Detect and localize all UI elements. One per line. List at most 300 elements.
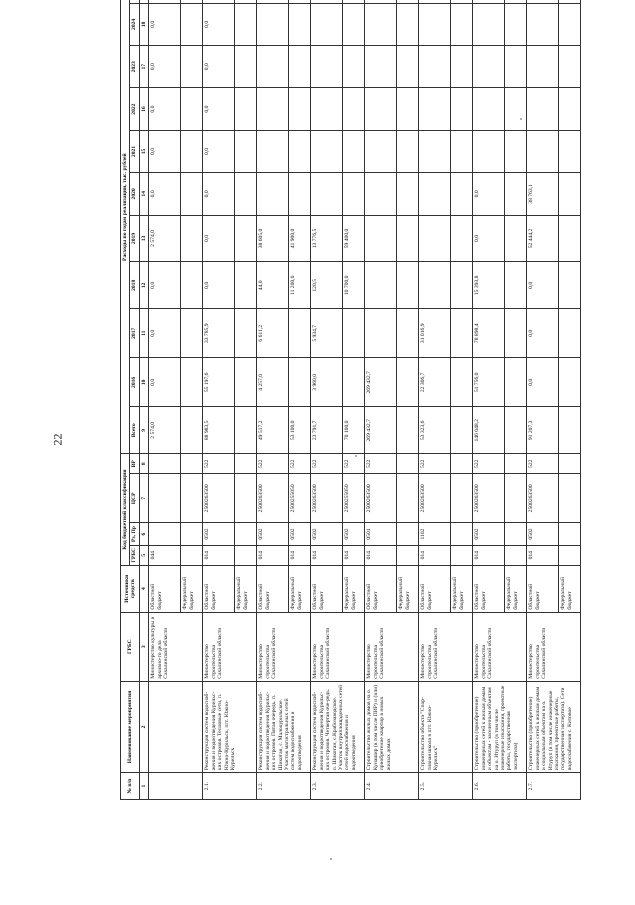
csr-code: 2500263500: [365, 474, 397, 523]
year-value: [505, 262, 527, 309]
vr-code: 522: [527, 454, 559, 474]
total-value: 269 432,7: [365, 407, 397, 454]
table-row: [419, 0, 451, 800]
vr-code: 522: [289, 454, 311, 474]
event-name: Реконструкция систем водоснаб-жения и водоотведения Курильс-ких островов. Пятая очередь. п. Шикотан, с. Малокурильское. Участок магистральных сетей систем водоснабжения и водоотведения: [257, 681, 311, 772]
header-vr: ВР: [130, 454, 139, 474]
year-value: 0,0: [203, 173, 235, 215]
year-value: [181, 173, 203, 215]
total-value: 49 517,2: [257, 407, 289, 454]
year-value: 120,5: [311, 262, 343, 309]
year-value: [527, 130, 559, 172]
table-row: [473, 0, 505, 800]
year-value: [451, 309, 473, 358]
scan-speck: [355, 455, 357, 457]
grbs-code: 014: [311, 545, 343, 565]
event-name: Реконструкция систем водоснаб-жения и водоотведения Курильс-ких островов. Тепловые сети, п. Южно-Курильск, пгт. Южно-Курильск: [203, 681, 257, 772]
year-value: [181, 46, 203, 88]
year-value: [473, 3, 505, 45]
row-number: 2.1.: [203, 773, 257, 800]
year-value: 55 197,6: [203, 358, 235, 407]
column-number: 12: [139, 262, 148, 309]
year-value: [181, 3, 203, 45]
year-value: [289, 0, 311, 3]
year-value: 5 934,7: [311, 309, 343, 358]
total-value: 2 574,0: [149, 407, 181, 454]
year-value: 0,0: [149, 88, 181, 130]
grbs-code: [397, 545, 419, 565]
year-value: [257, 88, 289, 130]
csr-code: 2500255050: [343, 474, 365, 523]
year-value: [235, 88, 257, 130]
year-value: [527, 46, 559, 88]
total-value: 23 791,7: [311, 407, 343, 454]
year-value: [397, 262, 419, 309]
year-value: [365, 130, 397, 172]
funding-source: Областной бюджет: [203, 565, 235, 612]
rzpr-code: [181, 523, 203, 545]
year-value: [473, 88, 505, 130]
year-value: [289, 3, 311, 45]
event-name: Реконструкция систем водоснаб-жения и водоотведения Курильс-ких островов. Четвертая оче-редь. п. Шикотан, с.Крабозаводское. Участок внутриплощадочных сетей сетей водоснабжения и водоотведения: [311, 681, 365, 772]
csr-code: 2500255050: [289, 474, 311, 523]
year-value: 0,0: [203, 262, 235, 309]
column-number: 14: [139, 173, 148, 215]
year-value: [289, 309, 311, 358]
rotated-page: [120, 0, 595, 800]
year-value: [235, 46, 257, 88]
year-value: 0,0: [149, 173, 181, 215]
header-csr: ЦСР: [130, 474, 139, 523]
header-year: 2023: [130, 46, 139, 88]
year-value: 78 898,4: [473, 309, 505, 358]
expenses-table: [120, 0, 581, 800]
scan-speck: [520, 118, 522, 120]
year-value: [365, 0, 397, 3]
year-value: [343, 0, 365, 3]
year-value: [505, 130, 527, 172]
year-value: [257, 46, 289, 88]
header-year: 2018: [130, 262, 139, 309]
year-value: [311, 3, 343, 45]
header-year: 2021: [130, 130, 139, 172]
year-value: [257, 130, 289, 172]
rzpr-code: [149, 523, 181, 545]
event-name: [149, 681, 203, 772]
year-value: 0,0: [149, 3, 181, 45]
csr-code: [397, 474, 419, 523]
column-number: 5: [139, 545, 148, 565]
event-name: Строительство объекта "Спор-тивная школа в пгт. Южно-Курильск": [419, 681, 473, 772]
funding-source: Федеральный бюджет: [289, 565, 311, 612]
grbs-name: Министерство строительства Сахалинской области: [257, 612, 311, 681]
grbs-code: 014: [473, 545, 505, 565]
vr-code: 522: [343, 454, 365, 474]
grbs-code: 014: [419, 545, 451, 565]
row-number: 2.5.: [419, 773, 473, 800]
year-value: [235, 173, 257, 215]
year-value: [203, 0, 235, 3]
year-value: [559, 358, 581, 407]
header-budget-class: Код бюджетной классификации: [121, 454, 130, 566]
year-value: 0,0: [149, 358, 181, 407]
funding-source: Областной бюджет: [257, 565, 289, 612]
year-value: [343, 88, 365, 130]
year-value: [397, 46, 419, 88]
year-value: [289, 358, 311, 407]
csr-code: [505, 474, 527, 523]
csr-code: [559, 474, 581, 523]
rzpr-code: 0502: [527, 523, 559, 545]
grbs-name: Министерство культуры и архивно-го дела Сахалинской области: [149, 612, 203, 681]
year-value: [235, 0, 257, 3]
event-name: Строительство (приобретение) инженерных сетей к жилым домам и объектам - заселенным объектам на о. Итуруп (в том числе инженерные изыскания, проектные работы, государственная экспертиза): [473, 681, 527, 772]
scan-speck: [330, 858, 332, 860]
grbs-code: [451, 545, 473, 565]
year-value: [505, 88, 527, 130]
year-value: 0,0: [203, 88, 235, 130]
year-value: [397, 0, 419, 3]
header-grbs-code: ГРБС: [130, 545, 139, 565]
grbs-name: Министерство строительства Сахалинской области: [527, 612, 581, 681]
grbs-name: Министерство строительства Сахалинской области: [473, 612, 527, 681]
year-value: 0,0: [203, 46, 235, 88]
header-year: [130, 0, 139, 3]
year-value: [419, 0, 451, 3]
year-value: [343, 309, 365, 358]
rzpr-code: 1102: [419, 523, 451, 545]
grbs-name: Министерство строительства Сахалинской области: [203, 612, 257, 681]
year-value: [451, 173, 473, 215]
grbs-code: 014: [343, 545, 365, 565]
grbs-code: [181, 545, 203, 565]
year-value: [559, 262, 581, 309]
year-value: 44,0: [257, 262, 289, 309]
vr-code: [397, 454, 419, 474]
funding-source: Областной бюджет: [149, 565, 181, 612]
table-row: [365, 0, 397, 800]
year-value: [397, 309, 419, 358]
header-event: Наименование мероприятия: [121, 681, 140, 772]
year-value: [419, 3, 451, 45]
year-value: [311, 130, 343, 172]
csr-code: 2500263500: [203, 474, 235, 523]
year-value: 0,0: [473, 173, 505, 215]
row-number: 2.3.: [311, 773, 365, 800]
header-year: 2022: [130, 88, 139, 130]
funding-source: Федеральный бюджет: [505, 565, 527, 612]
vr-code: [505, 454, 527, 474]
rzpr-code: 0502: [203, 523, 235, 545]
year-value: 10 700,0: [343, 262, 365, 309]
year-value: [181, 88, 203, 130]
year-value: [343, 46, 365, 88]
vr-code: [559, 454, 581, 474]
year-value: [235, 309, 257, 358]
year-value: [311, 173, 343, 215]
year-value: 0,0: [149, 262, 181, 309]
year-value: [419, 262, 451, 309]
year-value: [451, 358, 473, 407]
vr-code: [181, 454, 203, 474]
rzpr-code: [505, 523, 527, 545]
year-value: [257, 173, 289, 215]
year-value: 22 306,7: [419, 358, 451, 407]
funding-source: Областной бюджет: [365, 565, 397, 612]
vr-code: 522: [311, 454, 343, 474]
funding-source: Федеральный бюджет: [181, 565, 203, 612]
year-value: [289, 130, 311, 172]
funding-source: Федеральный бюджет: [451, 565, 473, 612]
total-value: [451, 407, 473, 454]
year-value: 0,0: [203, 215, 235, 262]
year-value: [235, 3, 257, 45]
column-number: 7: [139, 474, 148, 523]
column-number: 8: [139, 454, 148, 474]
year-value: [365, 309, 397, 358]
year-value: [397, 215, 419, 262]
grbs-code: 044: [149, 545, 181, 565]
column-number: 18: [139, 3, 148, 45]
column-number: 2: [139, 681, 148, 772]
rzpr-code: [451, 523, 473, 545]
year-value: [473, 0, 505, 3]
column-number: [139, 0, 148, 3]
year-value: 31 016,9: [419, 309, 451, 358]
grbs-code: [235, 545, 257, 565]
csr-code: 2500263500: [473, 474, 505, 523]
column-number: 3: [139, 612, 148, 681]
column-number: 4: [139, 565, 148, 612]
column-number: 17: [139, 46, 148, 88]
year-value: 51 756,0: [473, 358, 505, 407]
total-value: [235, 407, 257, 454]
year-value: [505, 309, 527, 358]
grbs-code: 014: [257, 545, 289, 565]
year-value: 0,0: [149, 130, 181, 172]
column-number: 16: [139, 88, 148, 130]
year-value: [289, 173, 311, 215]
total-value: [181, 407, 203, 454]
row-number: [149, 773, 203, 800]
year-value: 15 393,8: [473, 262, 505, 309]
vr-code: [235, 454, 257, 474]
year-value: 0,0: [527, 309, 559, 358]
year-value: [559, 173, 581, 215]
year-value: [235, 262, 257, 309]
total-value: 70 100,0: [343, 407, 365, 454]
grbs-code: 014: [289, 545, 311, 565]
year-value: [559, 215, 581, 262]
year-value: [257, 0, 289, 3]
year-value: [365, 46, 397, 88]
year-value: [181, 130, 203, 172]
year-value: 0,0: [203, 130, 235, 172]
vr-code: [451, 454, 473, 474]
funding-source: Областной бюджет: [527, 565, 559, 612]
year-value: [343, 173, 365, 215]
csr-code: 2500263500: [257, 474, 289, 523]
year-value: [419, 130, 451, 172]
year-value: [181, 215, 203, 262]
total-value: [505, 407, 527, 454]
rzpr-code: 0502: [473, 523, 505, 545]
total-value: [397, 407, 419, 454]
column-number: 13: [139, 215, 148, 262]
rzpr-code: [235, 523, 257, 545]
table-row: [203, 0, 235, 800]
year-value: [365, 173, 397, 215]
row-number: 2.2.: [257, 773, 311, 800]
year-value: [559, 88, 581, 130]
year-value: [365, 262, 397, 309]
total-value: 53 323,6: [419, 407, 451, 454]
year-value: [559, 130, 581, 172]
year-value: [397, 88, 419, 130]
grbs-name: Министерство строительства Сахалинской области: [365, 612, 419, 681]
csr-code: 2500263500: [527, 474, 559, 523]
funding-source: Областной бюджет: [311, 565, 343, 612]
year-value: 4 257,0: [257, 358, 289, 407]
year-value: [505, 46, 527, 88]
column-number: 1: [139, 773, 148, 800]
row-number: 2.6.: [473, 773, 527, 800]
year-value: [343, 130, 365, 172]
vr-code: 522: [365, 454, 397, 474]
rzpr-code: [397, 523, 419, 545]
rzpr-code: 0502: [289, 523, 311, 545]
grbs-code: [505, 545, 527, 565]
year-value: [235, 215, 257, 262]
year-value: [311, 0, 343, 3]
table-row: [311, 0, 343, 800]
table-row: [149, 0, 181, 800]
year-value: [527, 88, 559, 130]
year-value: [365, 3, 397, 45]
year-value: [473, 46, 505, 88]
year-value: [527, 3, 559, 45]
grbs-code: 014: [365, 545, 397, 565]
year-value: [397, 173, 419, 215]
funding-source: Областной бюджет: [473, 565, 505, 612]
total-value: 53 100,0: [289, 407, 311, 454]
year-value: [451, 130, 473, 172]
header-year: 2020: [130, 173, 139, 215]
year-value: [473, 130, 505, 172]
csr-code: [149, 474, 181, 523]
year-value: [257, 3, 289, 45]
header-total: Всего: [130, 407, 139, 454]
year-value: [505, 358, 527, 407]
year-value: [289, 46, 311, 88]
year-value: [419, 46, 451, 88]
header-source: Источники средств: [121, 565, 140, 612]
year-value: 59 400,0: [343, 215, 365, 262]
table-row: [257, 0, 289, 800]
year-value: [397, 358, 419, 407]
year-value: 13 776,5: [311, 215, 343, 262]
year-value: 0,0: [527, 358, 559, 407]
header-year: 2016: [130, 358, 139, 407]
year-value: [343, 3, 365, 45]
grbs-name: Министерство строительства Сахалинской области: [311, 612, 365, 681]
year-value: [343, 358, 365, 407]
year-value: [505, 0, 527, 3]
year-value: [149, 0, 181, 3]
column-number: 11: [139, 309, 148, 358]
column-number: 10: [139, 358, 148, 407]
grbs-code: 014: [527, 545, 559, 565]
year-value: 33 785,9: [203, 309, 235, 358]
year-value: [419, 215, 451, 262]
grbs-name: Министерство строительства Сахалинской области: [419, 612, 473, 681]
year-value: [527, 0, 559, 3]
vr-code: 522: [257, 454, 289, 474]
total-value: 88 983,5: [203, 407, 235, 454]
csr-code: [451, 474, 473, 523]
page-number: 22: [50, 433, 65, 446]
year-value: [235, 358, 257, 407]
vr-code: 522: [203, 454, 235, 474]
row-number: 2.7.: [527, 773, 581, 800]
year-value: [235, 130, 257, 172]
header-rzpr: Рз, Пр: [130, 523, 139, 545]
event-name: Строительство (приобретение) инженерных сетей к жилым домам и социальным объектам на о. Итуруп (в том числе инженерные изыскания, проектные работы, государственная экспертиза). Сети водоснабжения с. Китовое: [527, 681, 581, 772]
header-grbs: ГРБС: [121, 612, 140, 681]
header-year: 2019: [130, 215, 139, 262]
year-value: [451, 46, 473, 88]
year-value: [397, 130, 419, 172]
year-value: [419, 88, 451, 130]
year-value: [181, 0, 203, 3]
year-value: [505, 3, 527, 45]
column-number: 9: [139, 407, 148, 454]
year-value: [181, 309, 203, 358]
year-value: [289, 88, 311, 130]
funding-source: Федеральный бюджет: [343, 565, 365, 612]
year-value: [559, 309, 581, 358]
rzpr-code: 0502: [311, 523, 343, 545]
csr-code: 2500263500: [311, 474, 343, 523]
year-value: 11 200,0: [289, 262, 311, 309]
year-value: [505, 173, 527, 215]
vr-code: 522: [473, 454, 505, 474]
year-value: [559, 46, 581, 88]
header-expenses: Расходы по годам реализации, тыс. рублей: [121, 0, 130, 454]
header-num: № п/п: [121, 773, 140, 800]
year-value: [365, 215, 397, 262]
grbs-code: 014: [203, 545, 235, 565]
year-value: 6 611,2: [257, 309, 289, 358]
year-value: [451, 215, 473, 262]
year-value: 0,0: [149, 309, 181, 358]
csr-code: 2500263500: [419, 474, 451, 523]
header-year: 2017: [130, 309, 139, 358]
year-value: [397, 3, 419, 45]
year-value: 38 763,1: [527, 173, 559, 215]
event-name: Строительство жилых домов на о. Кунашир (в том числе ПИР) и (или) приобретение квартир в новых жилых домах: [365, 681, 419, 772]
funding-source: Федеральный бюджет: [235, 565, 257, 612]
year-value: [559, 0, 581, 3]
rzpr-code: 0502: [257, 523, 289, 545]
year-value: 0,0: [149, 46, 181, 88]
year-value: [559, 3, 581, 45]
year-value: 3 960,0: [311, 358, 343, 407]
grbs-code: [559, 545, 581, 565]
year-value: [451, 262, 473, 309]
funding-source: Областной бюджет: [419, 565, 451, 612]
year-value: [451, 0, 473, 3]
